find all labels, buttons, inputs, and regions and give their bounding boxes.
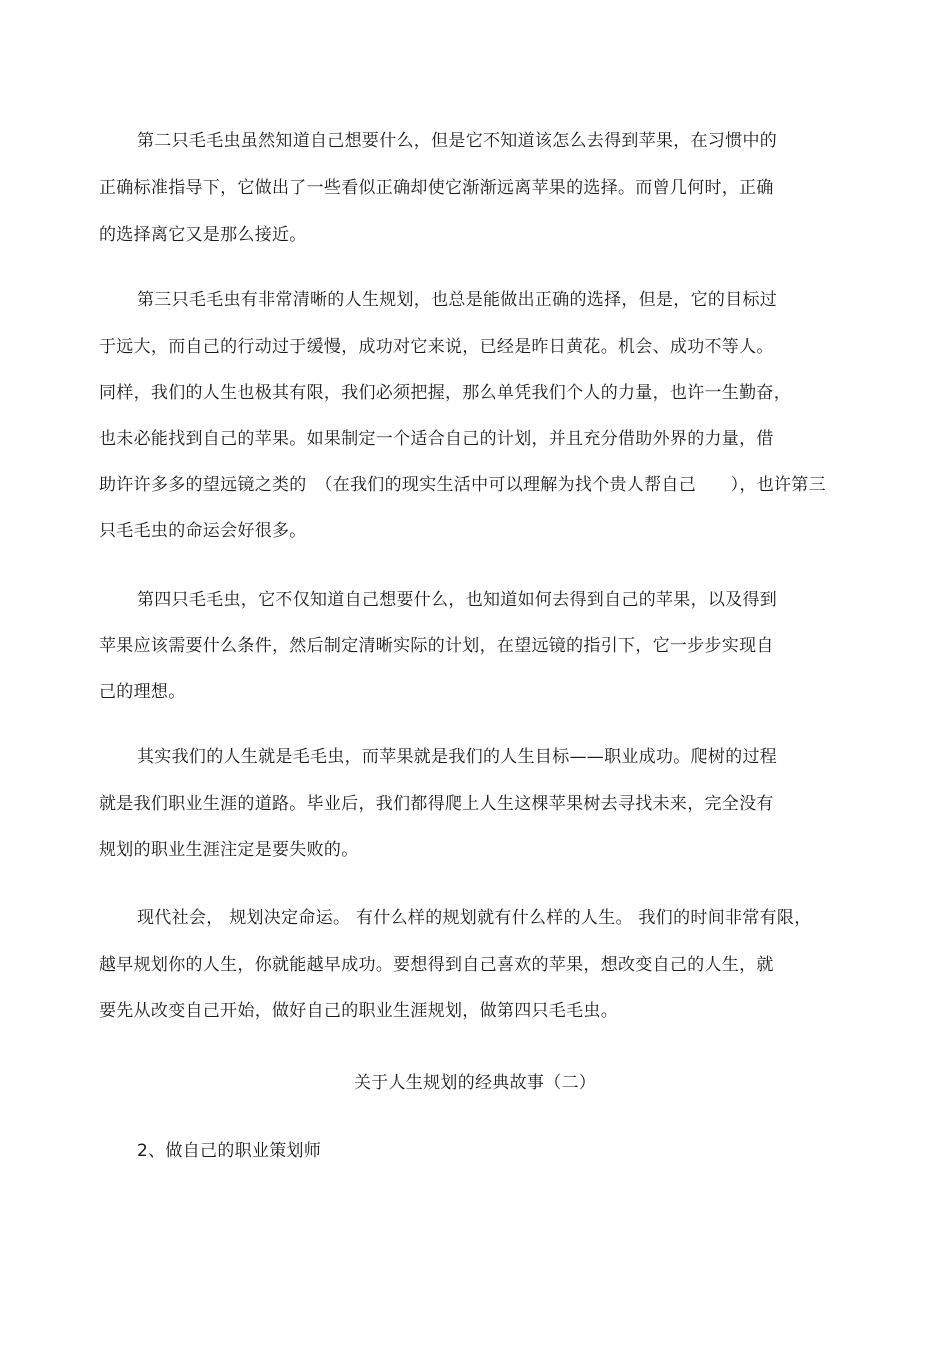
paragraph-line: 其实我们的人生就是毛毛虫，而苹果就是我们的人生目标——职业成功。爬树的过程 xyxy=(137,747,778,767)
paragraph-line: 于远大，而自己的行动过于缓慢，成功对它来说，已经是昨日黄花。机会、成功不等人。 xyxy=(99,337,774,357)
paragraph-line: 助许许多多的望远镜之类的 （在我们的现实生活中可以理解为找个贵人帮自己 ），也许第三 xyxy=(99,475,826,495)
paragraph-line: 第三只毛毛虫有非常清晰的人生规划，也总是能做出正确的选择，但是，它的目标过 xyxy=(137,290,778,310)
paragraph-line: 的选择离它又是那么接近。 xyxy=(99,225,307,245)
paragraph-line: 也未必能找到自己的苹果。如果制定一个适合自己的计划，并且充分借助外界的力量，借 xyxy=(99,429,774,449)
paragraph-line: 就是我们职业生涯的道路。毕业后，我们都得爬上人生这棵苹果树去寻找未来，完全没有 xyxy=(99,794,774,814)
paragraph-line: 苹果应该需要什么条件，然后制定清晰实际的计划，在望远镜的指引下，它一步步实现自 xyxy=(99,636,774,656)
paragraph-line: 正确标准指导下，它做出了一些看似正确却使它渐渐远离苹果的选择。而曾几何时，正确 xyxy=(99,178,774,198)
paragraph-line: 同样，我们的人生也极其有限，我们必须把握，那么单凭我们个人的力量，也许一生勤奋， xyxy=(99,383,791,403)
section-item-heading: 2、做自己的职业策划师 xyxy=(137,1141,322,1161)
paragraph-line: 只毛毛虫的命运会好很多。 xyxy=(99,521,307,541)
paragraph-line: 要先从改变自己开始，做好自己的职业生涯规划，做第四只毛毛虫。 xyxy=(99,1001,618,1021)
paragraph-line: 现代社会， 规划决定命运。 有什么样的规划就有什么样的人生。 我们的时间非常有限， xyxy=(137,908,812,928)
paragraph-line: 第二只毛毛虫虽然知道自己想要什么，但是它不知道该怎么去得到苹果，在习惯中的 xyxy=(137,131,778,151)
paragraph-line: 己的理想。 xyxy=(99,682,186,702)
section-title: 关于人生规划的经典故事（二） xyxy=(353,1073,597,1093)
paragraph-line: 规划的职业生涯注定是要失败的。 xyxy=(99,840,359,860)
paragraph-line: 第四只毛毛虫，它不仅知道自己想要什么，也知道如何去得到自己的苹果，以及得到 xyxy=(137,590,778,610)
paragraph-line: 越早规划你的人生，你就能越早成功。要想得到自己喜欢的苹果，想改变自己的人生，就 xyxy=(99,955,774,975)
